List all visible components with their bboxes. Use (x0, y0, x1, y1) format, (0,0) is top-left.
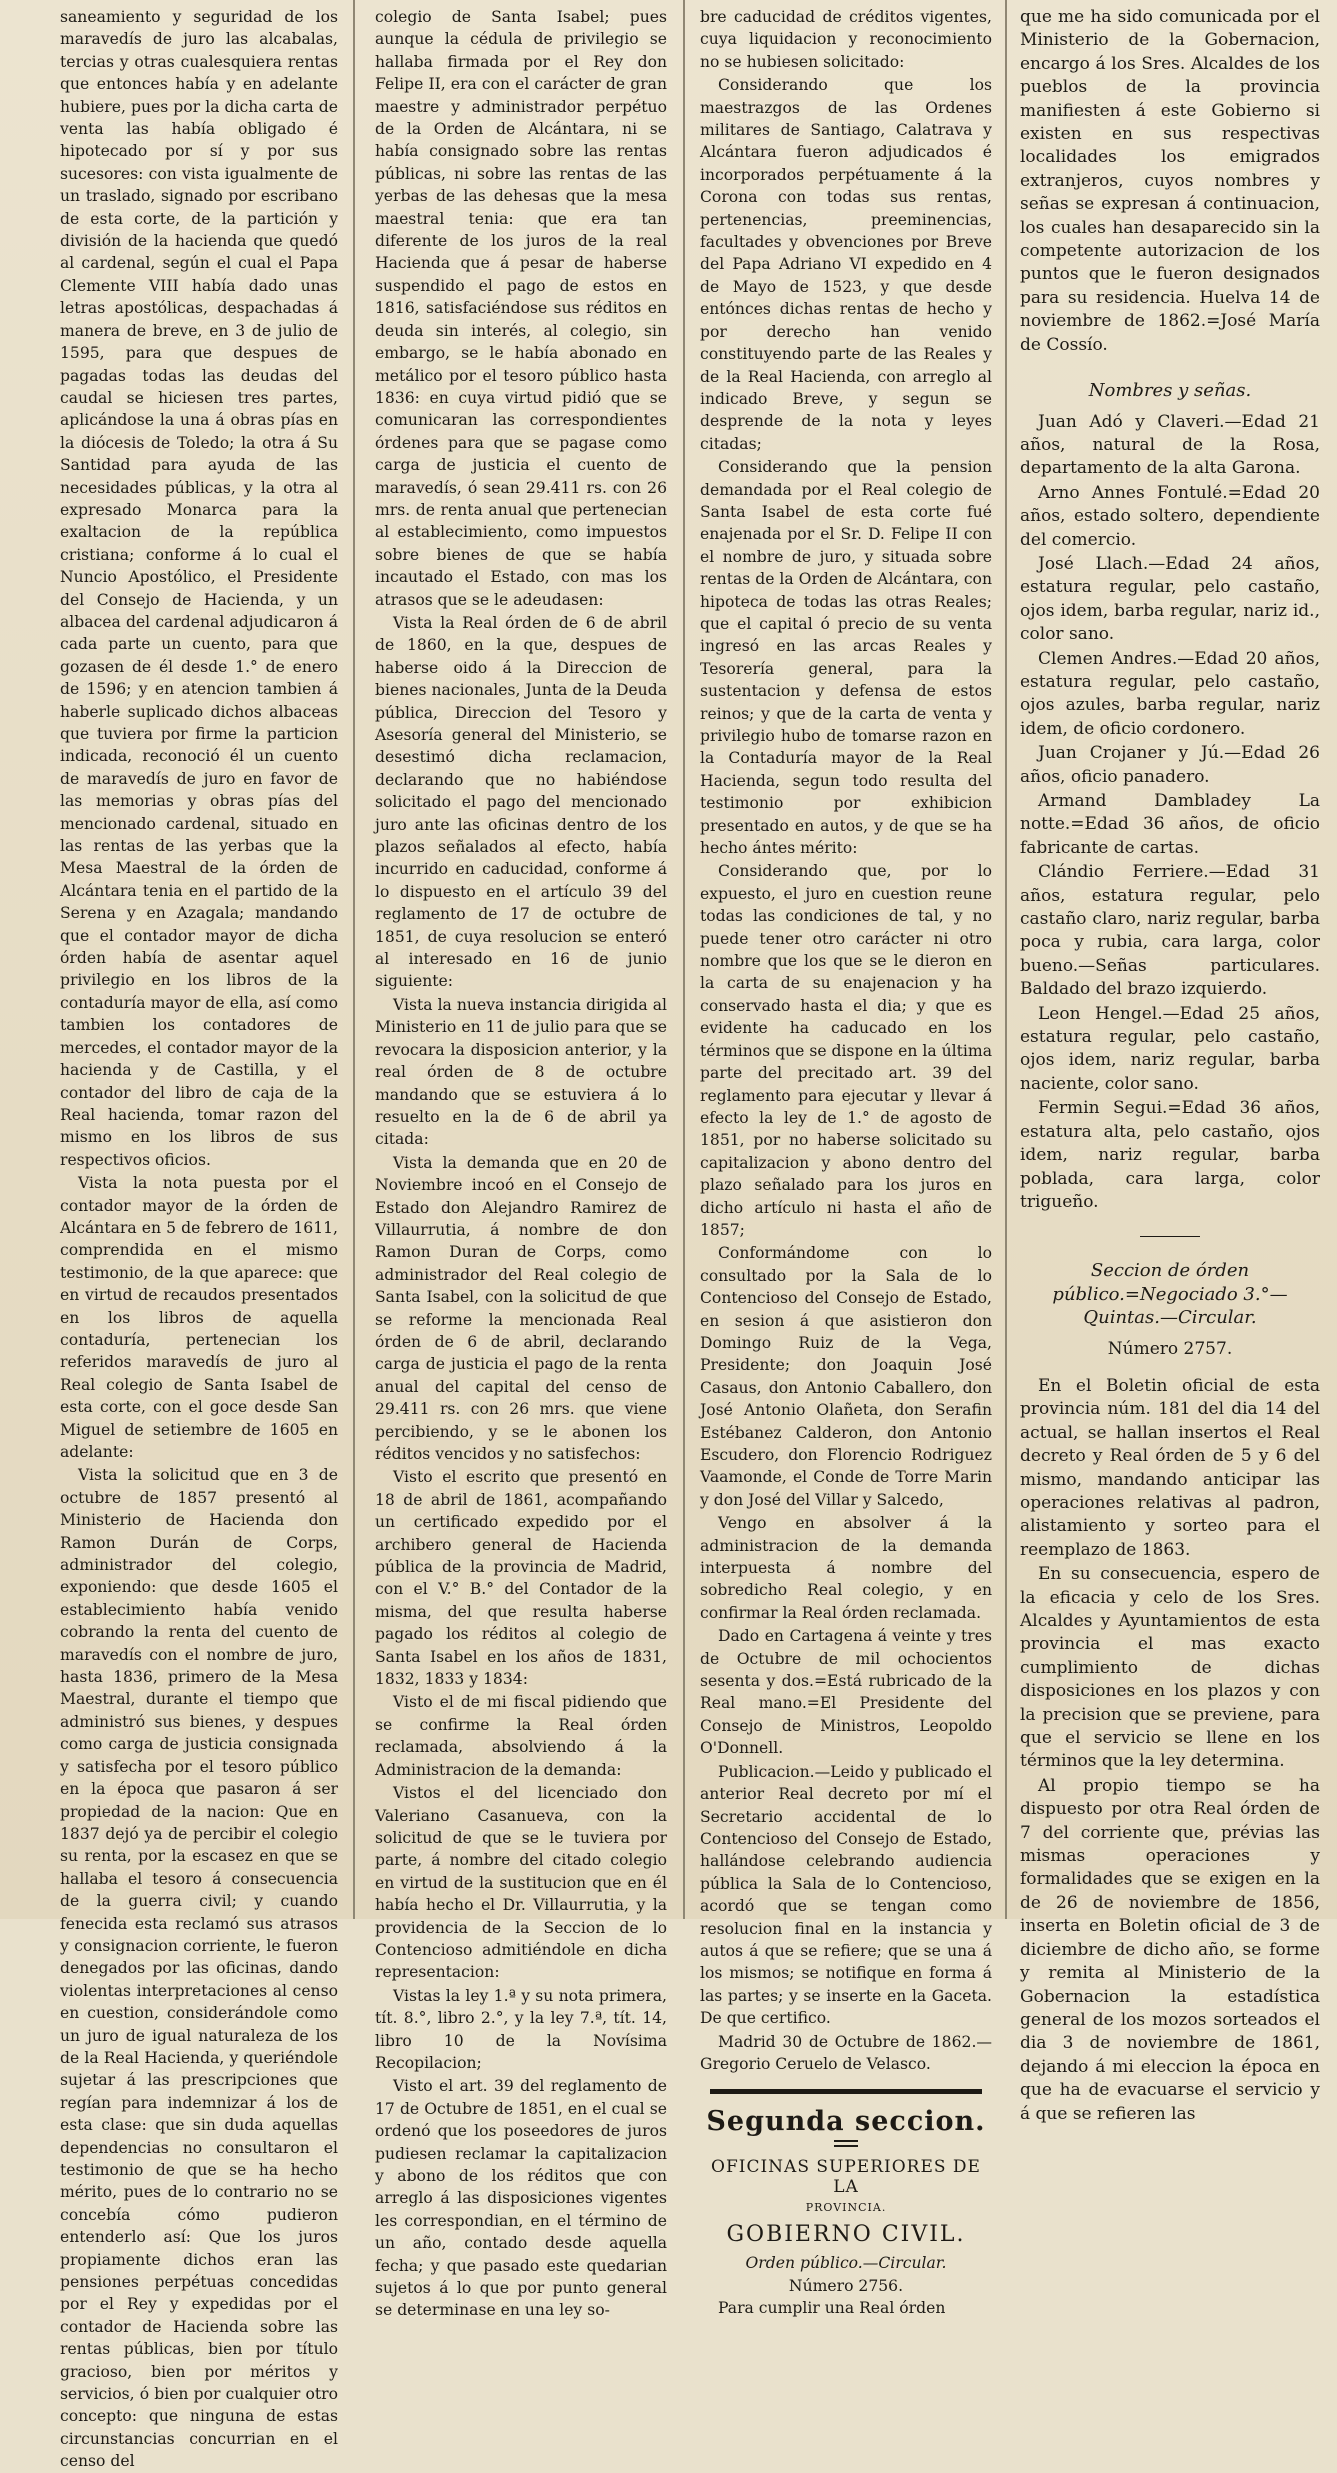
section-divider-bar (710, 2089, 982, 2094)
person-entry: Clándio Ferriere.—Edad 31 años, estatura regular, pelo castaño claro, nariz regular, barba poca y rubia, cara larga, color bueno.—Señas particulares. Baldado del brazo izquierdo. (1020, 862, 1320, 1000)
paragraph: Considerando que, por lo expuesto, el juro en cuestion reune todas las condiciones de tal, y no puede tener otro carácter ni otro nombre que los que se le dieron en la carta de su enajenacion y ha conservado hasta el dia; y que es evidente ha caducado en los términos que se dispone en la última parte del precitado art. 39 del reglamento para ejecutar y llevar á efecto la ley de 1.° de agosto de 1851, por no haberse solicitado su capitalizacion y abono dentro del plazo señalado para los juros en dicho artículo ni hasta el año de 1857; (700, 862, 992, 1239)
paragraph: Para cumplir una Real órden (718, 2299, 946, 2317)
paragraph: Publicacion.—Leido y publicado el anterior Real decreto por mí el Secretario accidental de lo Contencioso del Consejo de Estado, hallándose celebrando audiencia pública la Sala de lo Contencioso, acordó que se tengan como resolucion final en la instancia y autos á que se refiere; que se una á los mismos; se notifique en forma á las partes; y se inserte en la Gaceta. De que certifico. (700, 1762, 992, 2028)
gobierno-heading: GOBIERNO CIVIL. (726, 2221, 966, 2247)
numero-heading: Número 2756. (788, 2276, 904, 2295)
person-entry: Fermin Segui.=Edad 36 años, estatura alta, pelo castaño, ojos idem, nariz regular, barba poblada, cara larga, color trigueño. (1020, 1098, 1320, 1212)
paragraph: En su consecuencia, espero de la eficacia y celo de los Sres. Alcaldes y Ayuntamientos de esta provincia el mas exacto cumplimiento de dichas disposiciones en los plazos y con la precision que se previene, para que el servicio se llene en los términos que la ley determina. (1020, 1564, 1320, 1772)
paragraph: Visto el art. 39 del reglamento de 17 de Octubre de 1851, en el cual se ordenó que los poseedores de juros pudiesen reclamar la capitalizacion y abono de los réditos que con arreglo á las disposiciones vigentes les correspondian, en el término de un año, contado desde aquella fecha; y que pasado este quedarian sujetos á lo que por punto general se determinase en una ley so- (375, 2077, 667, 2320)
paragraph: Vengo en absolver á la administracion de la demanda interpuesta á nombre del sobredicho Real colegio, y en confirmar la Real órden reclamada. (700, 1514, 992, 1622)
paragraph: Vista la nueva instancia dirigida al Ministerio en 11 de julio para que se revocara la disposicion anterior, y la real órden de 8 de octubre mandando que se estuviera á lo resuelto en la de 6 de abril ya citada: (375, 995, 667, 1149)
person-entry: Leon Hengel.—Edad 25 años, estatura regular, pelo castaño, ojos idem, nariz regular, barba naciente, color sano. (1020, 1003, 1320, 1094)
short-divider (1140, 1236, 1200, 1237)
column-divider (353, 0, 355, 1919)
column-1 (60, 6, 338, 2471)
paragraph: Visto el escrito que presentó en 18 de abril de 1861, acompañando un certificado expedido por el archibero general de Hacienda pública de la provincia de Madrid, con el V.° B.° del Contador de la misma, del que resulta haberse pagado los réditos al colegio de Santa Isabel en los años de 1831, 1832, 1833 y 1834: (375, 1468, 667, 1689)
column-divider (1005, 0, 1007, 1919)
person-entry: Juan Crojaner y Jú.—Edad 26 años, oficio panadero. (1020, 743, 1320, 787)
double-rule (834, 2140, 858, 2147)
column-2 (375, 6, 667, 2320)
provincia-heading: PROVINCIA. (805, 2201, 887, 2215)
paragraph: bre caducidad de créditos vigentes, cuya liquidacion y reconocimiento no se hubiesen solicitado: (700, 8, 992, 71)
paragraph: que me ha sido comunicada por el Ministerio de la Gobernacion, encargo á los Sres. Alcaldes de los pueblos de la provincia manifiesten á este Gobierno si existen en sus respectivas localidades los emigrados extranjeros, cuyos nombres y señas se expresan á continuacion, los cuales han desaparecido sin la competente autorizacion de los puntos que le fueron designados para su residencia. Huelva 14 de noviembre de 1862.=José María de Cossío. (1020, 7, 1320, 355)
signature-line: Madrid 30 de Octubre de 1862.—Gregorio Ceruelo de Velasco. (700, 2032, 992, 2073)
person-entry: Clemen Andres.—Edad 20 años, estatura regular, pelo castaño, ojos azules, barba regular, nariz idem, de oficio cordonero. (1020, 648, 1320, 739)
paragraph: Considerando que los maestrazgos de las Ordenes militares de Santiago, Calatrava y Alcántara fueron adjudicados é incorporados perpétuamente á la Corona con todas sus rentas, pertenencias, preeminencias, facultades y obvenciones por Breve del Papa Adriano VI expedido en 4 de Mayo de 1523, y que desde entónces dichas rentas de hecho y por derecho han venido constituyendo parte de las Reales y de la Real Hacienda, con arreglo al indicado Breve, y segun se desprende de la nota y leyes citadas; (700, 76, 992, 453)
paragraph: Vista la demanda que en 20 de Noviembre incoó en el Consejo de Estado don Alejandro Ramirez de Villaurrutia, á nombre de don Ramon Duran de Corps, como administrador del Real colegio de Santa Isabel, con la solicitud de que se reforme la mencionada Real órden de 6 de abril, declarando carga de justicia el pago de la renta anual del capital del censo de 29.411 rs. con 26 mrs. que viene percibiendo, y se le abonen los réditos vencidos y no satisfechos: (375, 1153, 667, 1463)
paragraph: Conformándome con lo consultado por la Sala de lo Contencioso del Consejo de Estado, en sesion á que asistieron don Domingo Ruiz de la Vega, Presidente; don Joaquin José Casaus, don Antonio Caballero, don José Antonio Olañeta, don Serafin Estébanez Calderon, don Antonio Escudero, don Florencio Rodriguez Vaamonde, el Conde de Torre Marin y don José del Villar y Salcedo, (700, 1244, 992, 1509)
paragraph: Vista la solicitud que en 3 de octubre de 1857 presentó al Ministerio de Hacienda don Ramon Durán de Corps, administrador del colegio, exponiendo: que desde 1605 el establecimiento había venido cobrando la renta del cuento de maravedís con el nombre de juro, hasta 1836, primero de la Mesa Maestral, durante el tiempo que administró sus bienes, y despues como carga de justicia consignada y satisfecha por el tesoro público en la época que pasaron á ser propiedad de la nacion: Que en 1837 dejó ya de percibir el colegio su renta, por la escasez en que se hallaba el tesoro á consecuencia de la guerra civil; y cuando fenecida esta reclamó sus atrasos y consignacion corriente, le fueron denegados por las oficinas, dando violentas interpretaciones al censo en cuestion, considerándole como un juro de igual naturaleza de los de la Real Hacienda, y queriéndole sujetar á las prescripciones que regían para indemnizar á los de esta clase: que sin duda aquellas dependencias no consultaron el testimonio de que se ha hecho mérito, pues de lo contrario no se concebía cómo pudieron entenderlo así: Que los juros propiamente dichos eran las pensiones perpétuas concedidas por el Rey y expedidas por el contador de Hacienda sobre las rentas públicas, bien por título gracioso, bien por méritos y servicios, ó bien por cualquier otro concepto: que ninguna de estas circunstancias concurrian en el censo del (60, 1466, 338, 2471)
paragraph: Vista la Real órden de 6 de abril de 1860, en la que, despues de haberse oido á la Direccion de bienes nacionales, Junta de la Deuda pública, Direccion del Tesoro y Asesoría general del Ministerio, se desestimó dicha reclamacion, declarando que no habiéndose solicitado el pago del mencionado juro ante las oficinas dentro de los plazos señalados al efecto, había incurrido en caducidad, conforme á lo dispuesto en el artículo 39 del reglamento de 17 de octubre de 1851, de cuya resolucion se enteró al interesado en 16 de junio siguiente: (375, 613, 667, 991)
numero-heading: Número 2757. (1107, 1338, 1233, 1359)
orden-heading: Orden público.—Circular. (745, 2254, 947, 2273)
column-3 (700, 6, 992, 2317)
person-entry: Juan Adó y Claveri.—Edad 21 años, natural de la Rosa, departamento de la alta Garona. (1020, 411, 1320, 479)
nombres-heading: Nombres y señas. (1088, 380, 1252, 402)
paragraph: En el Boletin oficial de esta provincia núm. 181 del dia 14 del actual, se hallan insertos el Real decreto y Real órden de 5 y 6 del mismo, mandando anticipar las operaciones relativas al padron, alistamiento y sorteo para el reemplazo de 1863. (1020, 1375, 1320, 1560)
paragraph: Considerando que la pension demandada por el Real colegio de Santa Isabel de esta corte fué enajenada por el Sr. D. Felipe II con el nombre de juro, y situada sobre rentas de la Orden de Alcántara, con hipoteca de todas las otras Reales; que el capital ó precio de su venta ingresó en las arcas Reales y Tesorería general, para la sustentacion y defensa de estos reinos; y que de la carta de venta y privilegio hubo de tomarse razon en la Contaduría mayor de la Real Hacienda, segun todo resulta del testimonio por exhibicion presentado en autos, y de que se ha hecho ántes mérito: (700, 458, 992, 858)
oficinas-heading: OFICINAS SUPERIORES DE LA (711, 2157, 981, 2198)
paragraph: Dado en Cartagena á veinte y tres de Octubre de mil ochocientos sesenta y dos.=Está rubricado de la Real mano.=El Presidente del Consejo de Ministros, Leopoldo O'Donnell. (700, 1627, 992, 1758)
person-entry: José Llach.—Edad 24 años, estatura regular, pelo castaño, ojos idem, barba regular, nariz id., color sano. (1020, 553, 1320, 645)
paragraph: Vistas la ley 1.ª y su nota primera, tít. 8.°, libro 2.°, y la ley 7.ª, tít. 14, libro 10 de la Novísima Recopilacion; (375, 1986, 667, 2072)
paragraph: saneamiento y seguridad de los maravedís de juro las alcabalas, tercias y otras cualesquiera rentas que entonces había y en adelante hubiere, pues por la dicha carta de venta las había obligado é hipotecado por sí y por sus sucesores: con vista igualmente de un traslado, signado por escribano de esta corte, de la partición y división de la hacienda que quedó al cardenal, según el cual el Papa Clemente VIII había dado unas letras apostólicas, despachadas á manera de breve, en 3 de julio de 1595, para que despues de pagadas todas las deudas del caudal se hiciesen tres partes, aplicándose la una á obras pías en la diócesis de Toledo; la otra á Su Santidad para ayuda de las necesidades públicas, y la otra al expresado Monarca para la exaltacion de la república cristiana; conforme á lo cual el Nuncio Apostólico, el Presidente del Consejo de Hacienda, y un albacea del cardenal adjudicaron á cada parte un cuento, para que gozasen de él desde 1.° de enero de 1596; y en atencion tambien á haberle suplicado dichos albaceas que tuviera por firme la particion indicada, reconoció él un cuento de maravedís de juro en favor de las memorias y obras pías del mencionado cardenal, situado en las rentas de las yerbas que la Mesa Maestral de la órden de Alcántara tenia en el partido de la Serena y en Azagala; mandando que el contador mayor de dicha órden había de asentar aquel privilegio en los libros de la contaduría mayor de ella, así como tambien los contadores de mercedes, el contador mayor de la hacienda y de Castilla, y el contador del libro de caja de la Real hacienda, tomar razon del mismo en los libros de sus respectivos oficios. (60, 8, 338, 1169)
person-entry: Arno Annes Fontulé.=Edad 20 años, estado soltero, dependiente del comercio. (1020, 482, 1320, 550)
section-title: Segunda seccion. (706, 2106, 986, 2138)
paragraph: Visto el de mi fiscal pidiendo que se confirme la Real órden reclamada, absolviendo á la Administracion de la demanda: (375, 1693, 667, 1779)
seccion-heading: Seccion de órden público.=Negociado 3.°—Quintas.—Circular. (1052, 1260, 1288, 1329)
person-entry: Armand Dambladey La notte.=Edad 36 años, de oficio fabricante de cartas. (1020, 791, 1320, 858)
column-4 (1020, 6, 1320, 2124)
paragraph: Al propio tiempo se ha dispuesto por otra Real órden de 7 del corriente que, prévias las mismas operaciones y formalidades que se exigen en la de 26 de noviembre de 1856, inserta en Boletin oficial de 3 de diciembre de dicho año, se forme y remita al Ministerio de la Gobernacion la estadística general de los mozos sorteados el dia 3 de noviembre de 1861, dejando á mi eleccion la época en que ha de evacuarse el servicio y á que se refieren las (1020, 1775, 1320, 2124)
paragraph: colegio de Santa Isabel; pues aunque la cédula de privilegio se hallaba firmada por el Rey don Felipe II, era con el carácter de gran maestre y administrador perpétuo de la Orden de Alcántara, ni se había consignado sobre las rentas públicas, ni sobre las rentas de las yerbas de las dehesas que la mesa maestral tenia: que era tan diferente de los juros de la real Hacienda que á pesar de haberse suspendido el pago de estos en 1816, satisfaciéndose sus réditos en deuda sin interés, al colegio, sin embargo, se le había abonado en metálico por el tesoro público hasta 1836: en cuya virtud pidió que se comunicaran las correspondientes órdenes para que se pagase como carga de justicia el cuento de maravedís, ó sean 29.411 rs. con 26 mrs. de renta anual que pertenecian al establecimiento, como impuestos sobre bienes de que se había incautado el Estado, con mas los atrasos que se le adeudasen: (375, 8, 667, 609)
paragraph: Vista la nota puesta por el contador mayor de la órden de Alcántara en 5 de febrero de 1611, comprendida en el mismo testimonio, de la que aparece: que en virtud de recaudos presentados en los libros de aquella contaduría, pertenecian los referidos maravedís de juro al Real colegio de Santa Isabel de esta corte, con el goce desde San Miguel de setiembre de 1605 en adelante: (60, 1174, 338, 1461)
paragraph: Vistos el del licenciado don Valeriano Casanueva, con la solicitud de que se le tuviera por parte, á nombre del citado colegio en virtud de la sustitucion que en él había hecho el Dr. Villaurrutia, y la providencia de la Seccion de lo Contencioso admitiéndole en dicha representacion: (375, 1784, 667, 1982)
column-divider (683, 0, 685, 1919)
